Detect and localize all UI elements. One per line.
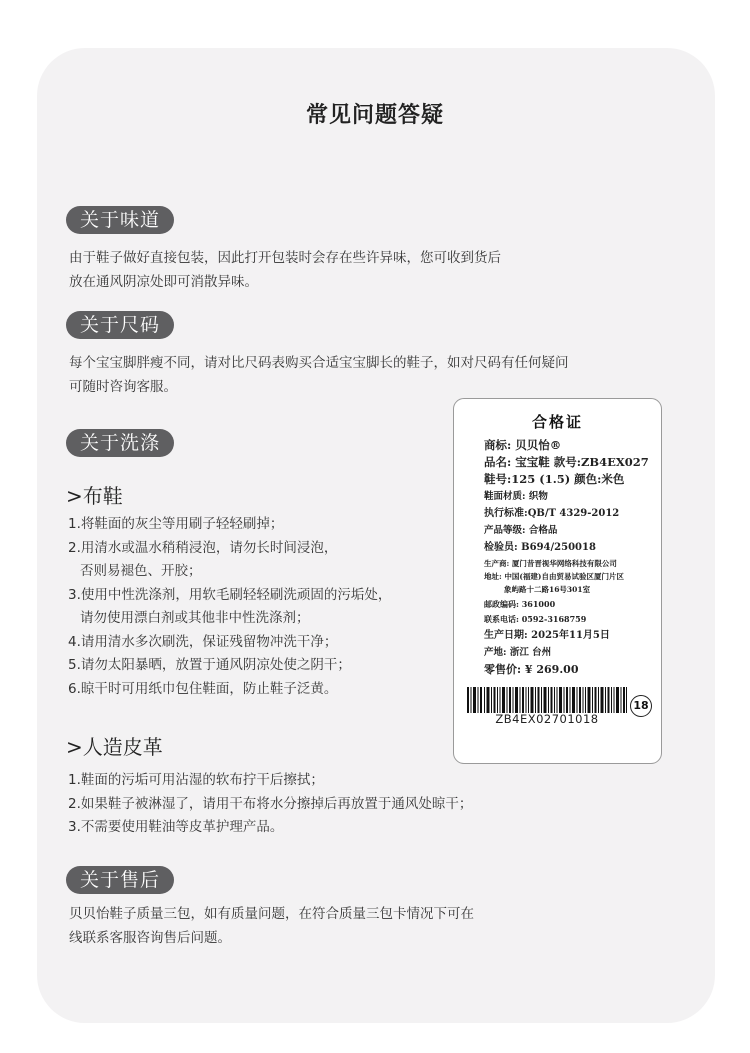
- list-item: 2.如果鞋子被淋湿了，请用干布将水分擦掉后再放置于通风处晾干；: [68, 795, 473, 812]
- section-size-label: 关于尺码: [66, 311, 174, 339]
- certificate-line: 产地: 浙江 台州: [484, 647, 552, 658]
- section-washing-label: 关于洗涤: [66, 429, 174, 457]
- section-smell-label: 关于味道: [66, 206, 174, 234]
- list-item: 1.鞋面的污垢可用沾湿的软布拧干后擦拭；: [68, 772, 324, 788]
- text-line: 放在通风阴凉处即可消散异味。: [69, 274, 258, 290]
- certificate-line: 生产商: 厦门昔晋视华网络科技有限公司: [484, 559, 617, 568]
- section-smell-text: [69, 246, 501, 294]
- certificate-line: 鞋号:125 (1.5) 颜色:米色: [484, 472, 625, 486]
- text-line: 线联系客服咨询售后问题。: [69, 930, 231, 946]
- list-item: 5.请勿太阳暴晒，放置于通风阴凉处使之阴干；: [68, 657, 351, 673]
- leather-heading: >人造皮革: [66, 735, 163, 759]
- certificate-line: 产品等级: 合格品: [484, 525, 558, 536]
- certificate-line: 商标: 贝贝怡®: [484, 438, 562, 452]
- certificate-title: 合格证: [531, 413, 583, 431]
- list-item: 否则易褪色、开胶；: [80, 563, 202, 579]
- text-line: 可随时咨询客服。: [69, 379, 177, 395]
- list-item: 3.使用中性洗涤剂，用软毛刷轻轻刷洗顽固的污垢处，: [68, 586, 392, 603]
- certificate-line: 联系电话: 0592-3168759: [484, 614, 587, 624]
- certificate-tag: [453, 398, 662, 764]
- list-item: 1.将鞋面的灰尘等用刷子轻轻刷掉；: [68, 516, 284, 532]
- cloth-shoes-heading: >布鞋: [66, 484, 123, 508]
- leather-list: [68, 769, 472, 840]
- section-after-sales-label: 关于售后: [66, 866, 174, 894]
- certificate-line: 鞋面材质: 织物: [484, 491, 548, 502]
- list-item: 2.用清水或温水稍稍浸泡，请勿长时间浸泡，: [68, 539, 338, 556]
- certificate-line: 生产日期: 2025年11月5日: [484, 630, 610, 641]
- barcode-graphic: [467, 687, 627, 713]
- certificate-line: 品名: 宝宝鞋 款号:ZB4EX027: [484, 455, 649, 469]
- text-line: 由于鞋子做好直接包装，因此打开包装时会存在些许异味，您可收到货后: [69, 250, 501, 266]
- certificate-line: 邮政编码: 361000: [484, 599, 556, 609]
- text-line: 贝贝怡鞋子质量三包，如有质量问题，在符合质量三包卡情况下可在: [69, 906, 474, 922]
- certificate-line: 零售价: ¥ 269.00: [484, 663, 579, 676]
- certificate-lines: [484, 437, 649, 679]
- barcode-number: ZB4EX02701018: [495, 712, 599, 726]
- list-item: 6.晾干时可用纸巾包住鞋面，防止鞋子泛黄。: [68, 680, 338, 697]
- certificate-line: 执行标准:QB/T 4329-2012: [484, 508, 620, 519]
- size-badge: 18: [630, 695, 652, 717]
- page-title: 常见问题答疑: [305, 103, 444, 128]
- certificate-line: 象屿路十二路16号301室: [504, 585, 591, 594]
- certificate-line: 检验员: B694/250018: [484, 542, 596, 553]
- text-line: 每个宝宝脚胖瘦不同，请对比尺码表购买合适宝宝脚长的鞋子，如对尺码有任何疑问: [69, 355, 569, 371]
- certificate-line: 地址: 中国(福建)自由贸易试验区厦门片区: [484, 572, 624, 581]
- cloth-shoes-list: [68, 513, 391, 701]
- section-after-sales-text: [69, 902, 474, 950]
- section-size-text: [69, 351, 569, 399]
- list-item: 3.不需要使用鞋油等皮革护理产品。: [68, 819, 284, 835]
- list-item: 4.请用清水多次刷洗，保证残留物冲洗干净；: [68, 633, 338, 650]
- list-item: 请勿使用漂白剂或其他非中性洗涤剂；: [80, 610, 310, 626]
